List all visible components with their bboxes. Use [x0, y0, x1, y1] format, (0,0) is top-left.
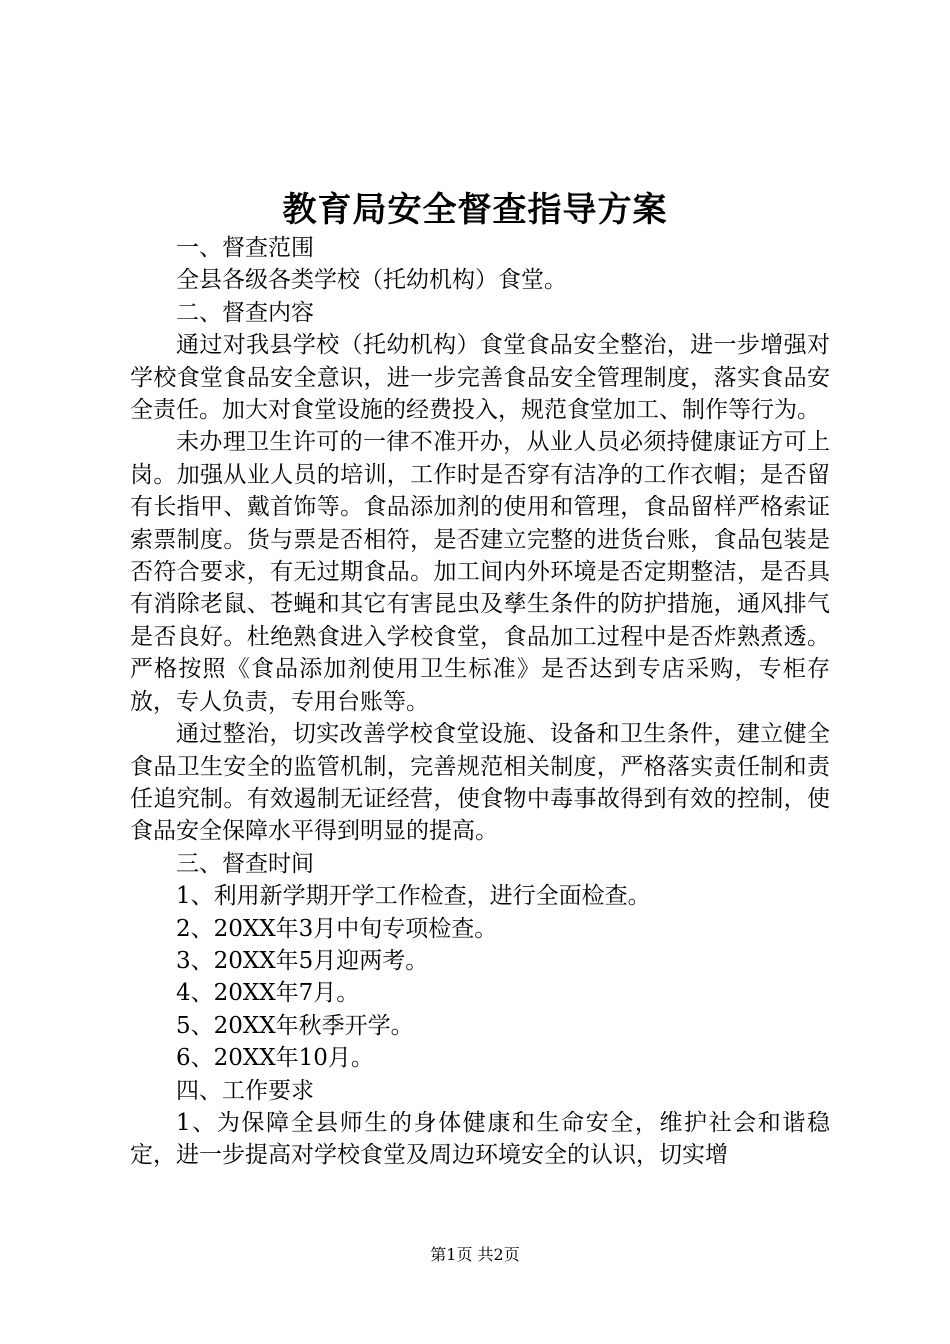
list-item-time-5: 5、20XX年秋季开学。	[176, 1012, 414, 1039]
page-footer: 第1页 共2页	[430, 1245, 520, 1264]
section-heading-scope: 一、督查范围	[176, 235, 314, 261]
document-body	[130, 232, 830, 1172]
section-heading-time: 三、督查时间	[176, 850, 314, 877]
paragraph-content-1: 通过对我县学校（托幼机构）食堂食品安全整治，进一步增强对学校食堂食品安全意识，进一步完善食品安全管理制度，落实食品安全责任。加大对食堂设施的经费投入，规范食堂加工、制作等行为。	[130, 332, 830, 424]
paragraph-scope: 全县各级各类学校（托幼机构）食堂。	[176, 267, 567, 294]
list-item-time-4: 4、20XX年7月。	[176, 980, 360, 1007]
section-heading-content: 二、督查内容	[176, 299, 314, 326]
paragraph-content-3: 通过整治，切实改善学校食堂设施、设备和卫生条件，建立健全食品卫生安全的监管机制，完善规范相关制度，严格落实责任制和责任追究制。有效遏制无证经营，使食物中毒事故得到有效的控制，使食品安全保障水平得到明显的提高。	[130, 721, 830, 845]
list-item-time-1: 1、利用新学期开学工作检查，进行全面检查。	[176, 883, 651, 910]
list-item-time-2: 2、20XX年3月中旬专项检查。	[176, 915, 498, 942]
document-title: 教育局安全督查指导方案	[282, 190, 668, 230]
list-item-time-3: 3、20XX年5月迎两考。	[176, 947, 429, 974]
paragraph-requirements-1: 1、为保障全县师生的身体健康和生命安全，维护社会和谐稳定，进一步提高对学校食堂及周边环境安全的认识，切实增	[130, 1109, 830, 1169]
list-item-time-6: 6、20XX年10月。	[176, 1045, 374, 1072]
section-heading-requirements: 四、工作要求	[176, 1077, 314, 1104]
paragraph-content-2: 未办理卫生许可的一律不准开办，从业人员必须持健康证方可上岗。加强从业人员的培训，工作时是否穿有洁净的工作衣帽；是否留有长指甲、戴首饰等。食品添加剂的使用和管理，食品留样严格索证索票制度。货与票是否相符，是否建立完整的进货台账，食品包装是否符合要求，有无过期食品。加工间内外环境是否定期整洁，是否具有消除老鼠、苍蝇和其它有害昆虫及孳生条件的防护措施，通风排气是否良好。杜绝熟食进入学校食堂，食品加工过程中是否炸熟煮透。严格按照《食品添加剂使用卫生标准》是否达到专店采购，专柜存放，专人负责，专用台账等。	[130, 429, 830, 715]
